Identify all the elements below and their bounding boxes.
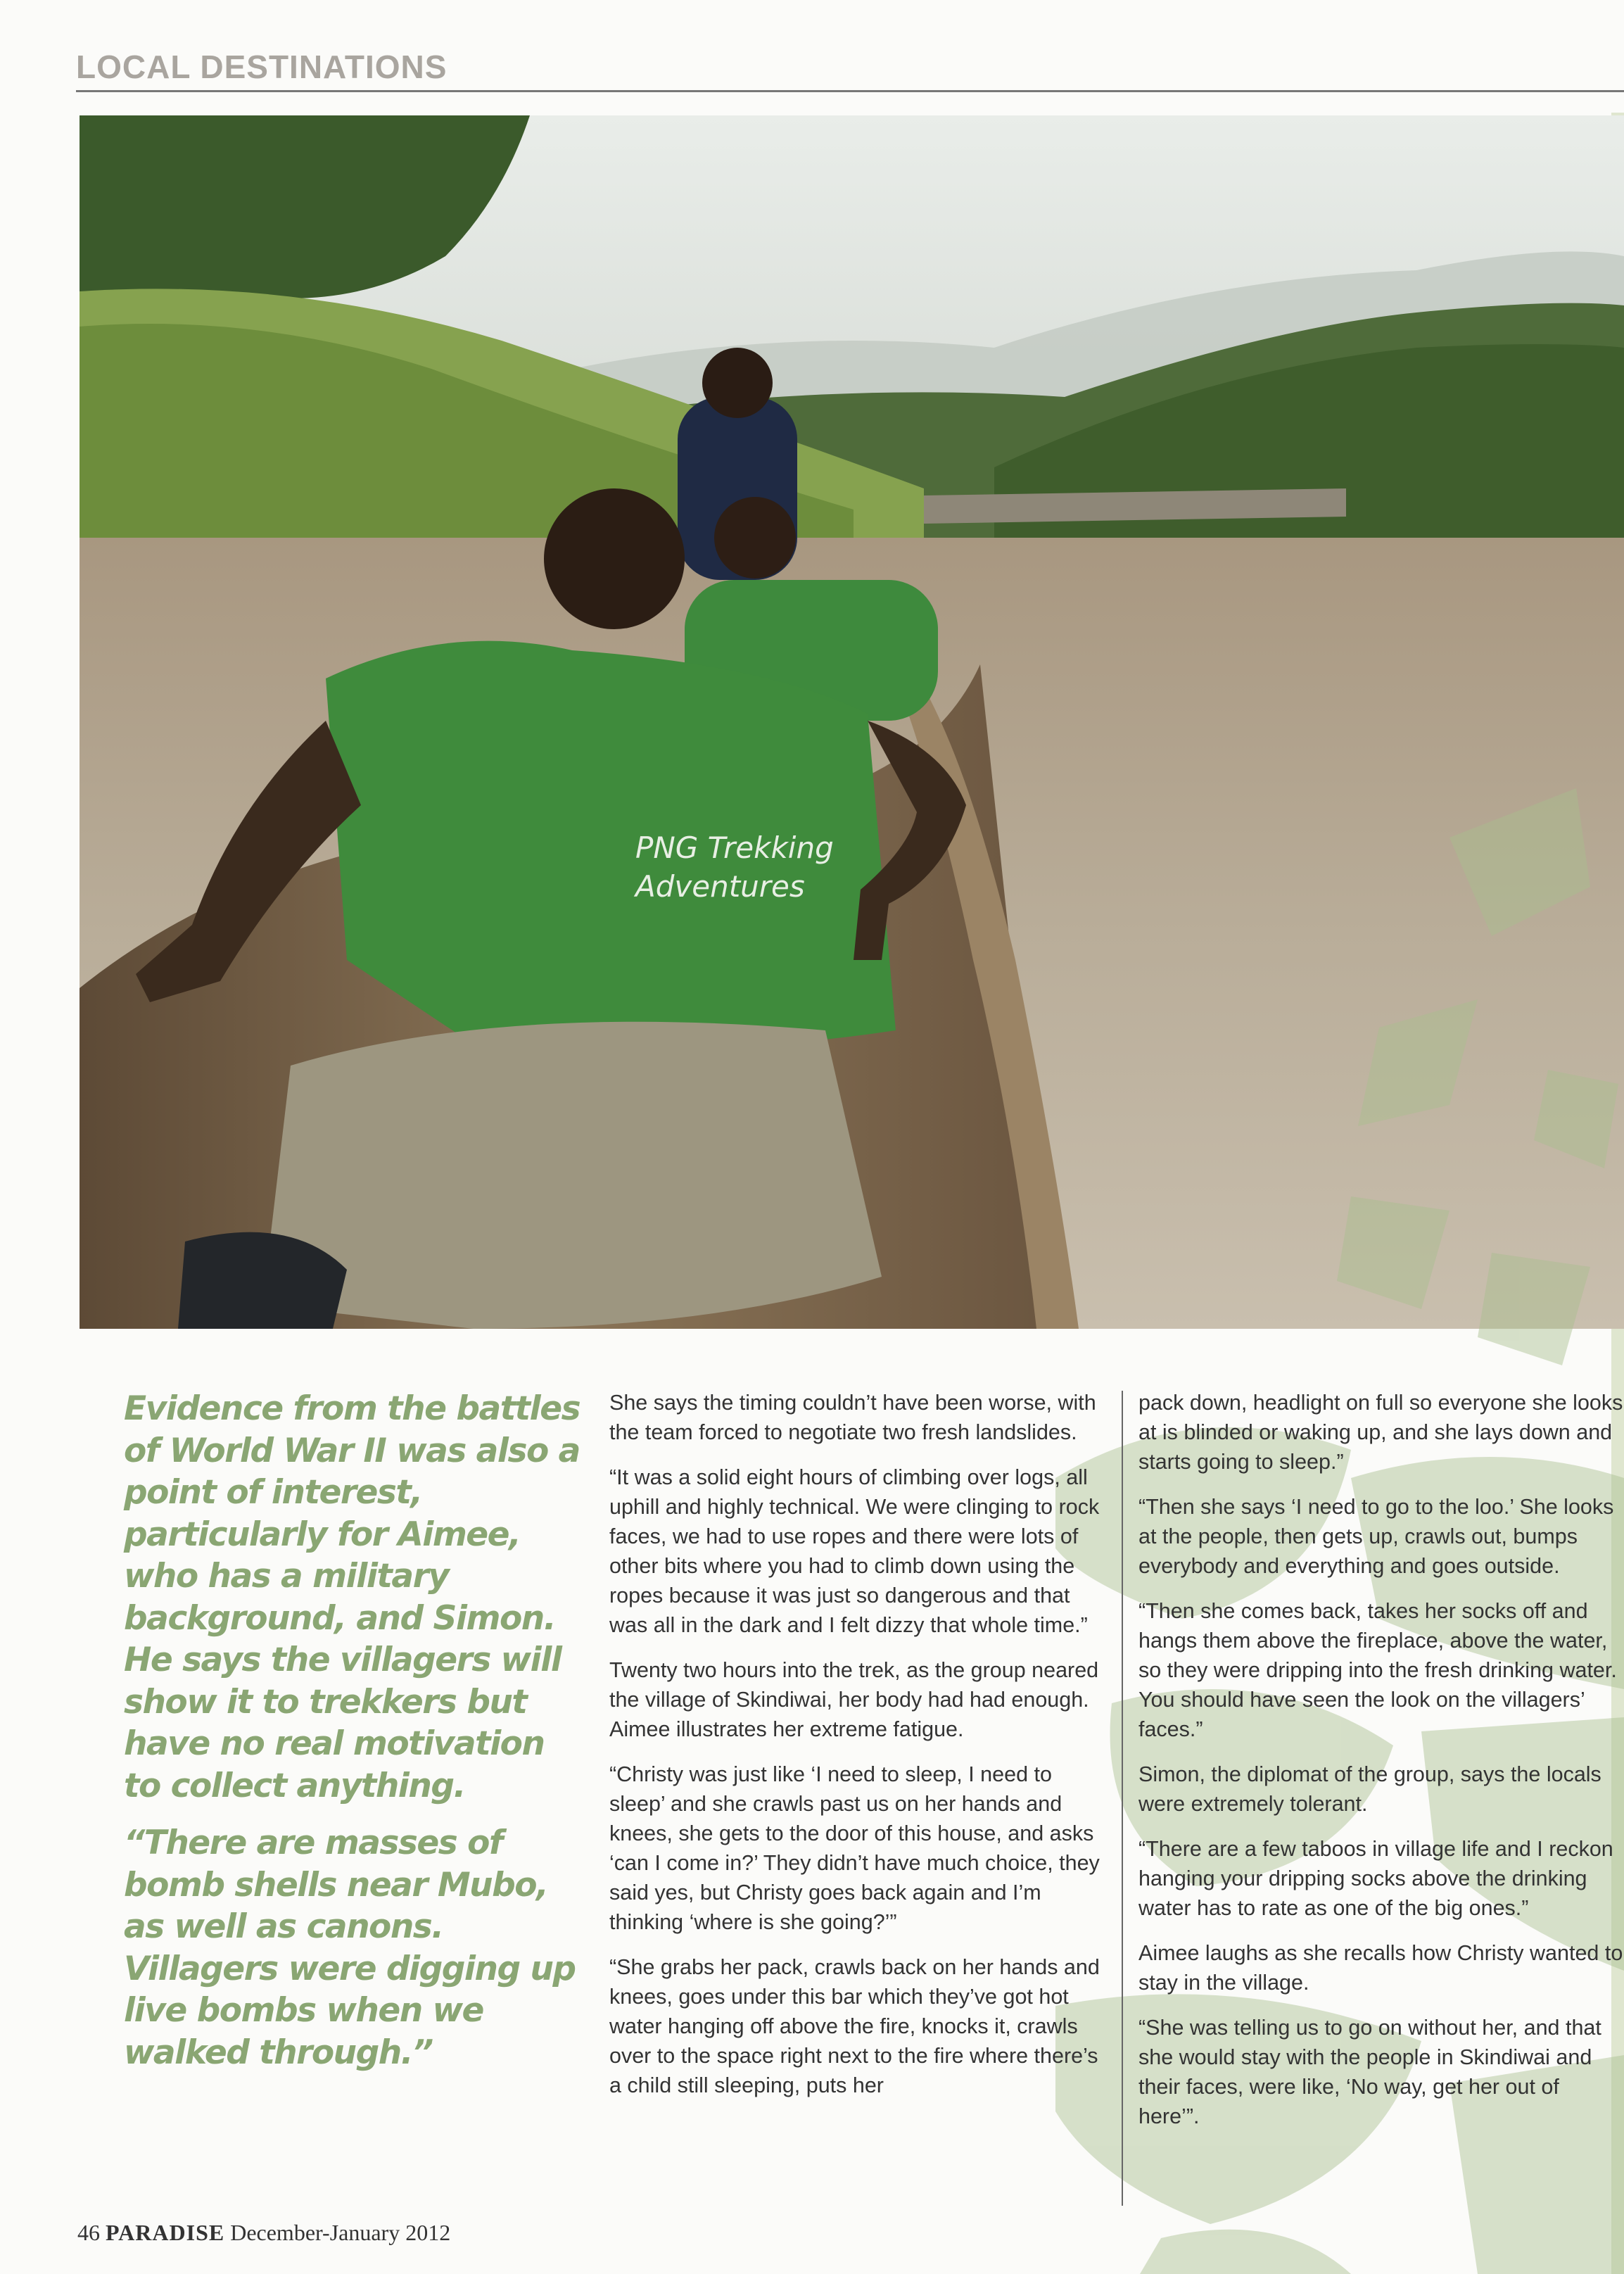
issue-date: December-January 2012 xyxy=(230,2220,451,2245)
page-footer xyxy=(77,2220,450,2246)
body-paragraph: “It was a solid eight hours of climbing over logs, all uphill and highly technical. We were clinging to rock faces, we had to use ropes and there were lots of other bits where you had to climb down using the ropes because it was just so dangerous and that was all in the dark and I felt dizzy that whole time.” xyxy=(609,1465,1100,1637)
top-rule xyxy=(76,90,1624,92)
pull-quote-paragraph: “There are masses of bomb shells near Mubo, as well as canons. Villagers were digging up live bombs when we walked through.” xyxy=(124,1824,576,2072)
section-label: LOCAL DESTINATIONS xyxy=(76,49,448,85)
body-paragraph: “She was telling us to go on without her, and that she would stay with the people in Skindiwai and their faces, were like, ‘No way, get her out of here’”. xyxy=(1138,2016,1601,2128)
pull-quote xyxy=(124,1388,588,2089)
body-paragraph: pack down, headlight on full so everyone she looks at is blinded or waking up, and she lays down and starts going to sleep.” xyxy=(1138,1391,1623,1474)
body-paragraph: “She grabs her pack, crawls back on her hands and knees, goes under this bar which they’ve got hot water hanging off above the fire, knocks it, crawls over to the space right next to the fire where there’s a child still sleeping, puts her xyxy=(609,1955,1100,2097)
magazine-name: PARADISE xyxy=(106,2220,225,2245)
body-paragraph: She says the timing couldn’t have been worse, with the team forced to negotiate two fresh landslides. xyxy=(609,1391,1096,1444)
column-divider xyxy=(1122,1391,1123,2206)
body-paragraph: Simon, the diplomat of the group, says the locals were extremely tolerant. xyxy=(1138,1762,1601,1816)
body-paragraph: “Then she comes back, takes her socks off and hangs them above the fireplace, above the water, so they were dripping into the fresh drinking water. You should have seen the look on the villagers’ faces.” xyxy=(1138,1599,1617,1741)
body-column-1 xyxy=(609,1388,1109,2116)
shirt-text-line2: Adventures xyxy=(635,869,805,904)
body-paragraph: “Christy was just like ‘I need to sleep, I need to sleep’ and she crawls past us on her hands and knees, she gets to the door of this house, and asks ‘can I come in?’ They didn’t have much choice, they said yes, but Christy goes back again and I’m thinking ‘where is she going?’” xyxy=(609,1762,1100,1934)
pull-quote-paragraph: Evidence from the battles of World War II was also a point of interest, particularly for Aimee, who has a military background, and Simon. He says the villagers will show it to trekkers but have no real motivation to collect anything. xyxy=(124,1389,581,1805)
page-number: 46 xyxy=(77,2220,100,2245)
body-paragraph: Twenty two hours into the trek, as the group neared the village of Skindiwai, her body had had enough. Aimee illustrates her extreme fatigue. xyxy=(609,1658,1099,1741)
shirt-text-line1: PNG Trekking xyxy=(635,830,834,865)
body-paragraph: “There are a few taboos in village life and I reckon hanging your dripping socks above the drinking water has to rate as one of the big ones.” xyxy=(1138,1837,1613,1920)
body-paragraph: “Then she says ‘I need to go to the loo.’ She looks at the people, then gets up, crawls out, bumps everybody and everything and goes outside. xyxy=(1138,1495,1614,1578)
body-column-2 xyxy=(1138,1388,1624,2147)
body-paragraph: Aimee laughs as she recalls how Christy wanted to stay in the village. xyxy=(1138,1941,1623,1995)
